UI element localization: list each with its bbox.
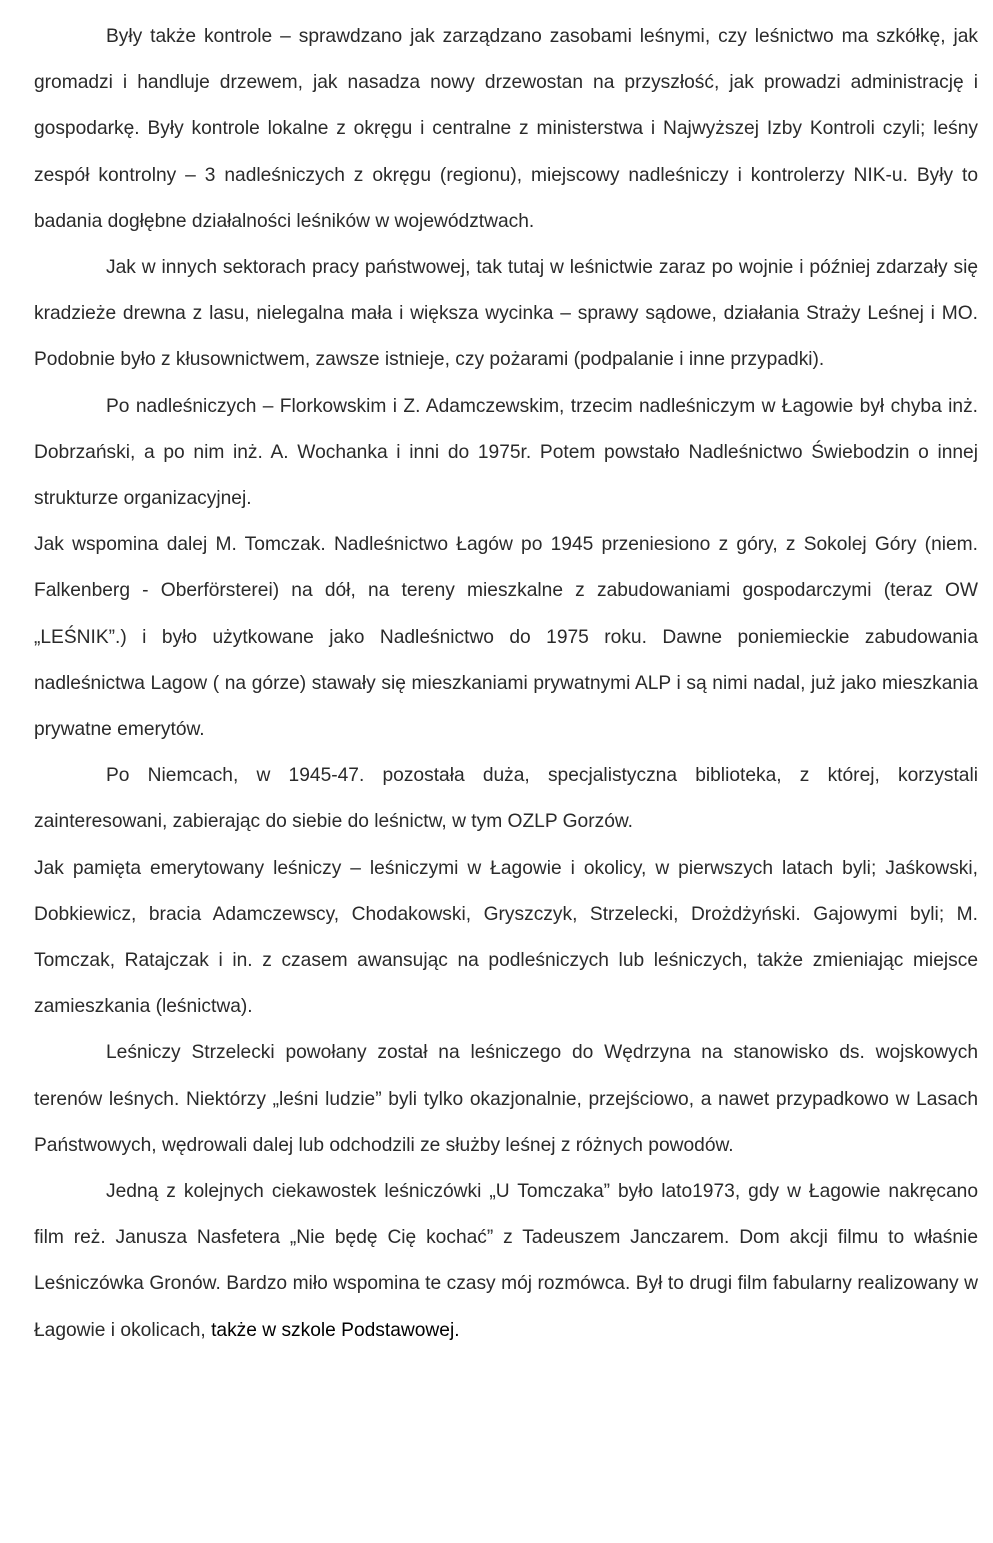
paragraph-controls: Były także kontrole – sprawdzano jak zarządzano zasobami leśnymi, czy leśnictwo ma szkółkę, jak gromadzi i handluje drzewem, jak nasadza nowy drzewostan na przyszłość, jak prowadzi administrację i gospodarkę. Były kontrole lokalne z okręgu i centralne z ministerstwa i Najwyższej Izby Kontroli czyli; leśny zespół kontrolny – 3 nadleśniczych z okręgu (regionu), miejscowy nadleśniczy i kontrolerzy NIK-u. Były to badania dogłębne działalności leśników w województwach. <box>34 26 978 232</box>
paragraph-foresters-list: Jak pamięta emerytowany leśniczy – leśniczymi w Łagowie i okolicy, w pierwszych latach byli; Jaśkowski, Dobkiewicz, bracia Adamczewscy, Chodakowski, Gryszczyk, Strzelecki, Drożdżyński. Gajowymi byli; M. Tomczak, Ratajczak i in. z czasem awansując na podleśniczych lub leśniczych, także zmieniając miejsce zamieszkania (leśnictwa). <box>34 857 978 1018</box>
document-body <box>34 14 978 1354</box>
paragraph-foresters: Po nadleśniczych – Florkowskim i Z. Adamczewskim, trzecim nadleśniczym w Łagowie był chyba inż. Dobrzański, a po nim inż. A. Wochanka i inni do 1975r. Potem powstało Nadleśnictwo Świebodzin o innej strukturze organizacyjnej. <box>34 395 978 510</box>
paragraph-relocation: Jak wspomina dalej M. Tomczak. Nadleśnictwo Łagów po 1945 przeniesiono z góry, z Sokolej Góry (niem. Falkenberg - Oberförsterei) na dół, na tereny mieszkalne z zabudowaniami gospodarczymi (teraz OW „LEŚNIK”.) i było użytkowane jako Nadleśnictwo do 1975 roku. Dawne poniemieckie zabudowania nadleśnictwa Lagow ( na górze) stawały się mieszkaniami prywatnymi ALP i są nimi nadal, już jako mieszkania prywatne emerytów. <box>34 534 978 741</box>
paragraph-film <box>34 1169 978 1354</box>
paragraph-film-tail: także w szkole Podstawowej. <box>211 1319 460 1341</box>
paragraph-film-main: Jedną z kolejnych ciekawostek leśniczówki „U Tomczaka” było lato1973, gdy w Łagowie nakręcano film reż. Janusza Nasfetera „Nie będę Cię kochać” z Tadeuszem Janczarem. Dom akcji filmu to właśnie Leśniczówka Gronów. Bardzo miło wspomina te czasy mój rozmówca. Był to drugi film fabularny realizowany w Łagowie i okolicach, <box>34 1181 978 1341</box>
paragraph-strzelecki: Leśniczy Strzelecki powołany został na leśniczego do Wędrzyna na stanowisko ds. wojskowych terenów leśnych. Niektórzy „leśni ludzie” byli tylko okazjonalnie, przejściowo, a nawet przypadkowo w Lasach Państwowych, wędrowali dalej lub odchodzili ze służby leśnej z różnych powodów. <box>34 1042 978 1156</box>
paragraph-library: Po Niemcach, w 1945-47. pozostała duża, specjalistyczna biblioteka, z której, korzystali zainteresowani, zabierając do siebie do leśnictw, w tym OZLP Gorzów. <box>34 765 978 833</box>
paragraph-theft: Jak w innych sektorach pracy państwowej, tak tutaj w leśnictwie zaraz po wojnie i później zdarzały się kradzieże drewna z lasu, nielegalna mała i większa wycinka – sprawy sądowe, działania Straży Leśnej i MO. Podobnie było z kłusownictwem, zawsze istnieje, czy pożarami (podpalanie i inne przypadki). <box>34 257 978 371</box>
